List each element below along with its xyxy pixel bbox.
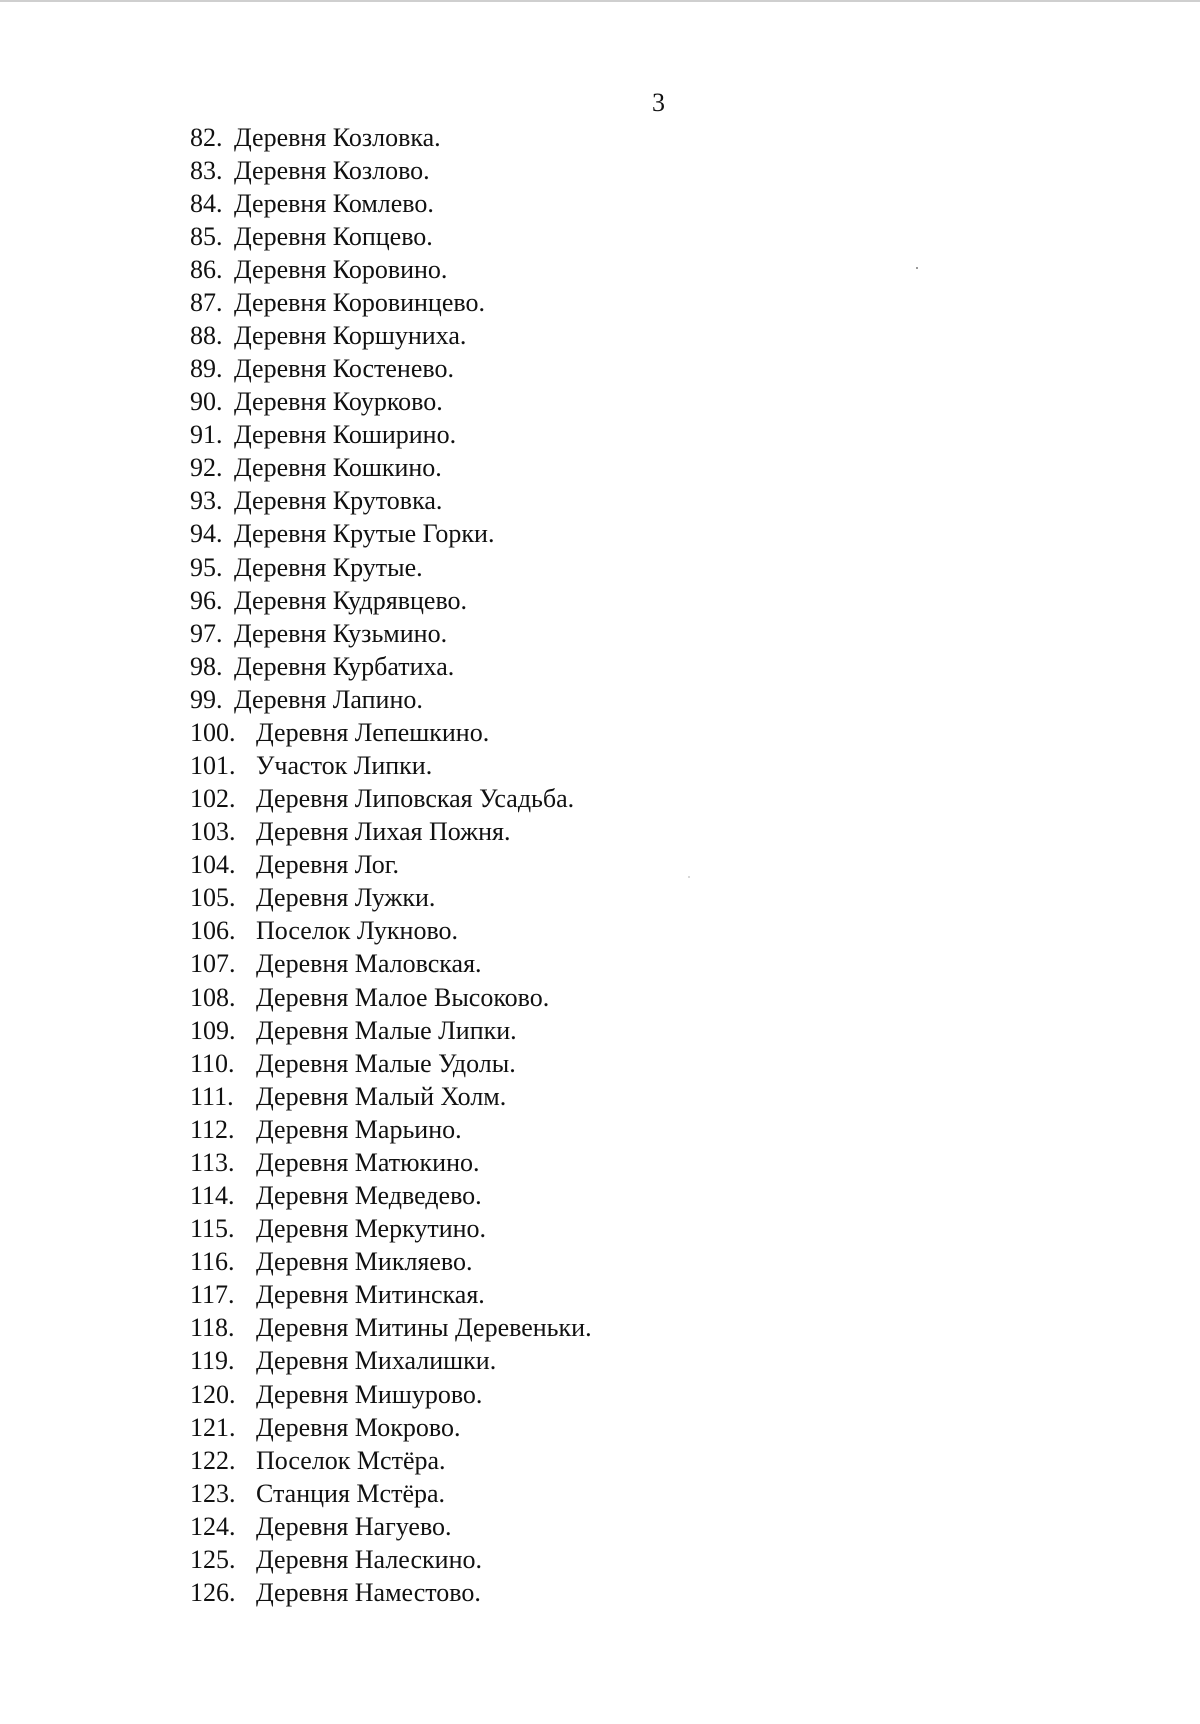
list-item — [190, 1080, 592, 1113]
item-number: 92. — [190, 453, 223, 483]
item-text: Деревня Курбатиха. — [234, 651, 455, 681]
list-item — [190, 121, 592, 154]
item-number: 101. — [190, 751, 236, 781]
list-item — [190, 716, 592, 749]
item-number: 117. — [190, 1280, 235, 1310]
item-text: Деревня Копцево. — [234, 221, 433, 251]
list-item — [190, 1279, 592, 1312]
item-text: Деревня Кузьмино. — [234, 618, 448, 648]
item-number: 97. — [190, 618, 223, 648]
list-item — [190, 1576, 592, 1609]
list-item — [190, 1444, 592, 1477]
item-text: Деревня Налескино. — [256, 1544, 482, 1574]
item-text: Деревня Мишурово. — [256, 1379, 483, 1409]
item-text: Деревня Козлово. — [234, 155, 430, 185]
item-number: 111. — [190, 1081, 234, 1111]
scan-top-edge — [0, 0, 1200, 2]
item-number: 95. — [190, 552, 223, 582]
list-item — [190, 849, 592, 882]
list-item — [190, 948, 592, 981]
item-number: 105. — [190, 883, 236, 913]
item-text: Деревня Медведево. — [256, 1181, 482, 1211]
item-number: 116. — [190, 1247, 235, 1277]
item-number: 84. — [190, 188, 223, 218]
list-item — [190, 386, 592, 419]
item-number: 85. — [190, 221, 223, 251]
item-text: Деревня Крутые. — [234, 552, 423, 582]
item-number: 103. — [190, 817, 236, 847]
list-item — [190, 617, 592, 650]
item-number: 120. — [190, 1379, 236, 1409]
list-item — [190, 1213, 592, 1246]
item-number: 125. — [190, 1544, 236, 1574]
list-item — [190, 981, 592, 1014]
item-number: 115. — [190, 1214, 235, 1244]
list-item — [190, 683, 592, 716]
item-text: Деревня Комлево. — [234, 188, 434, 218]
list-item — [190, 915, 592, 948]
list-item — [190, 319, 592, 352]
item-number: 119. — [190, 1346, 235, 1376]
item-number: 82. — [190, 122, 223, 152]
item-text: Деревня Малые Удолы. — [256, 1048, 516, 1078]
item-number: 86. — [190, 254, 223, 284]
item-text: Деревня Коурково. — [234, 387, 443, 417]
list-item — [190, 882, 592, 915]
item-text: Поселок Лукново. — [256, 916, 459, 946]
item-number: 121. — [190, 1412, 236, 1442]
list-item — [190, 1312, 592, 1345]
list-item — [190, 220, 592, 253]
item-text: Деревня Меркутино. — [256, 1214, 487, 1244]
scan-speck — [916, 267, 918, 269]
item-text: Деревня Крутовка. — [234, 486, 443, 516]
item-text: Деревня Лог. — [256, 850, 399, 880]
list-item — [190, 1510, 592, 1543]
item-text: Деревня Лепешкино. — [256, 717, 490, 747]
item-number: 102. — [190, 784, 236, 814]
list-item — [190, 551, 592, 584]
list-item — [190, 1180, 592, 1213]
list-item — [190, 286, 592, 319]
list-item — [190, 584, 592, 617]
item-text: Деревня Марьино. — [256, 1114, 462, 1144]
item-text: Деревня Митинская. — [256, 1280, 485, 1310]
item-number: 106. — [190, 916, 236, 946]
list-item — [190, 1014, 592, 1047]
item-text: Деревня Наместово. — [256, 1577, 481, 1607]
list-item — [190, 518, 592, 551]
item-number: 112. — [190, 1114, 235, 1144]
item-text: Деревня Лихая Пожня. — [256, 817, 511, 847]
item-number: 94. — [190, 519, 223, 549]
item-number: 104. — [190, 850, 236, 880]
item-text: Деревня Лапино. — [234, 684, 423, 714]
list-item — [190, 816, 592, 849]
list-item — [190, 154, 592, 187]
item-number: 123. — [190, 1478, 236, 1508]
list-item — [190, 1345, 592, 1378]
item-text: Деревня Козловка. — [234, 122, 441, 152]
item-number: 91. — [190, 420, 223, 450]
item-text: Станция Мстёра. — [256, 1478, 446, 1508]
list-item — [190, 1113, 592, 1146]
item-number: 107. — [190, 949, 236, 979]
item-text: Деревня Коршуниха. — [234, 321, 467, 350]
list-item — [190, 1378, 592, 1411]
item-text: Деревня Малый Холм. — [256, 1081, 507, 1111]
item-text: Деревня Крутые Горки. — [234, 519, 495, 549]
item-number: 113. — [190, 1147, 235, 1177]
scan-speck — [688, 876, 690, 878]
item-number: 90. — [190, 387, 223, 417]
list-item — [190, 1146, 592, 1179]
item-text: Участок Липки. — [256, 751, 433, 781]
item-number: 108. — [190, 982, 236, 1012]
item-text: Деревня Маловская. — [256, 949, 482, 979]
settlement-list — [190, 121, 592, 1610]
item-number: 89. — [190, 354, 223, 384]
item-text: Деревня Митины Деревеньки. — [256, 1313, 592, 1343]
item-text: Деревня Лужки. — [256, 883, 436, 913]
item-text: Деревня Мокрово. — [256, 1412, 461, 1442]
item-text: Деревня Костенево. — [234, 354, 454, 384]
page-number: 3 — [652, 88, 665, 117]
item-number: 109. — [190, 1015, 236, 1045]
item-text: Деревня Малые Липки. — [256, 1015, 517, 1045]
list-item — [190, 1047, 592, 1080]
item-number: 100. — [190, 717, 236, 747]
list-item — [190, 1543, 592, 1576]
item-number: 96. — [190, 585, 223, 615]
item-text: Поселок Мстёра. — [256, 1445, 446, 1475]
list-item — [190, 650, 592, 683]
item-number: 93. — [190, 486, 223, 516]
list-item — [190, 783, 592, 816]
item-number: 114. — [190, 1181, 235, 1211]
item-number: 126. — [190, 1577, 236, 1607]
list-item — [190, 253, 592, 286]
item-text: Деревня Нагуево. — [256, 1511, 452, 1541]
item-number: 110. — [190, 1048, 235, 1078]
item-text: Деревня Коровино. — [234, 254, 448, 284]
list-item — [190, 187, 592, 220]
item-text: Деревня Михалишки. — [256, 1346, 497, 1376]
list-item — [190, 1411, 592, 1444]
list-item — [190, 452, 592, 485]
list-item — [190, 1246, 592, 1279]
list-item — [190, 485, 592, 518]
list-item — [190, 353, 592, 386]
item-number: 87. — [190, 287, 223, 317]
item-text: Деревня Малое Высоково. — [256, 982, 550, 1012]
item-text: Деревня Матюкино. — [256, 1147, 480, 1177]
item-text: Деревня Липовская Усадьба. — [256, 784, 575, 814]
item-number: 98. — [190, 651, 223, 681]
item-text: Деревня Кошкино. — [234, 453, 442, 483]
item-number: 122. — [190, 1445, 236, 1475]
list-item — [190, 419, 592, 452]
item-text: Деревня Микляево. — [256, 1247, 473, 1277]
item-text: Деревня Кудрявцево. — [234, 585, 468, 615]
item-number: 83. — [190, 155, 223, 185]
list-item — [190, 749, 592, 782]
item-number: 118. — [190, 1313, 235, 1343]
item-number: 88. — [190, 321, 223, 350]
list-item — [190, 1477, 592, 1510]
item-text: Деревня Коширино. — [234, 420, 457, 450]
item-number: 124. — [190, 1511, 236, 1541]
item-text: Деревня Коровинцево. — [234, 287, 485, 317]
item-number: 99. — [190, 684, 223, 714]
